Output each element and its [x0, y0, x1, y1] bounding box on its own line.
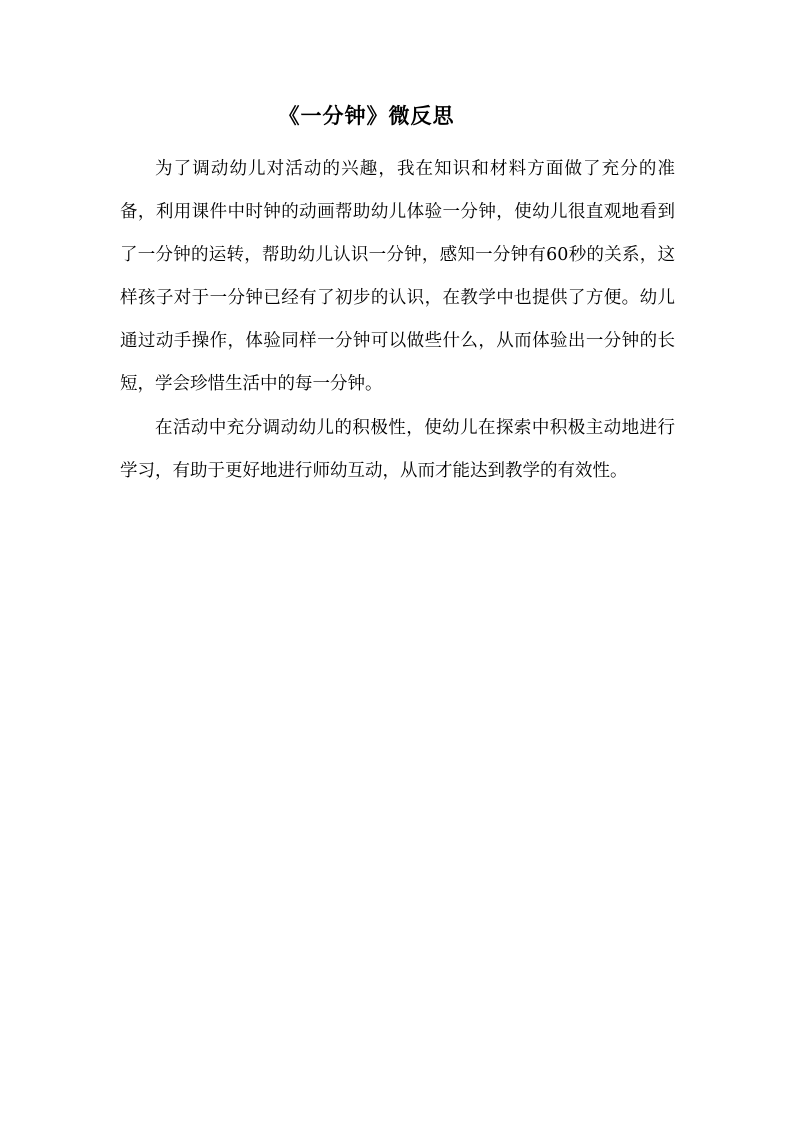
paragraph-1: 为了调动幼儿对活动的兴趣，我在知识和材料方面做了充分的准备，利用课件中时钟的动画帮助幼儿体验一分钟，使幼儿很直观地看到了一分钟的运转，帮助幼儿认识一分钟，感知一分钟有60秒的关系，这样孩子对于一分钟已经有了初步的认识，在教学中也提供了方便。幼儿通过动手操作，体验同样一分钟可以做些什么，从而体验出一分钟的长短，学会珍惜生活中的每一分钟。 — [120, 159, 675, 394]
paragraph-2: 在活动中充分调动幼儿的积极性，使幼儿在探索中积极主动地进行学习，有助于更好地进行师幼互动，从而才能达到教学的有效性。 — [120, 418, 675, 481]
document-title: 《一分钟》微反思 — [278, 103, 455, 128]
